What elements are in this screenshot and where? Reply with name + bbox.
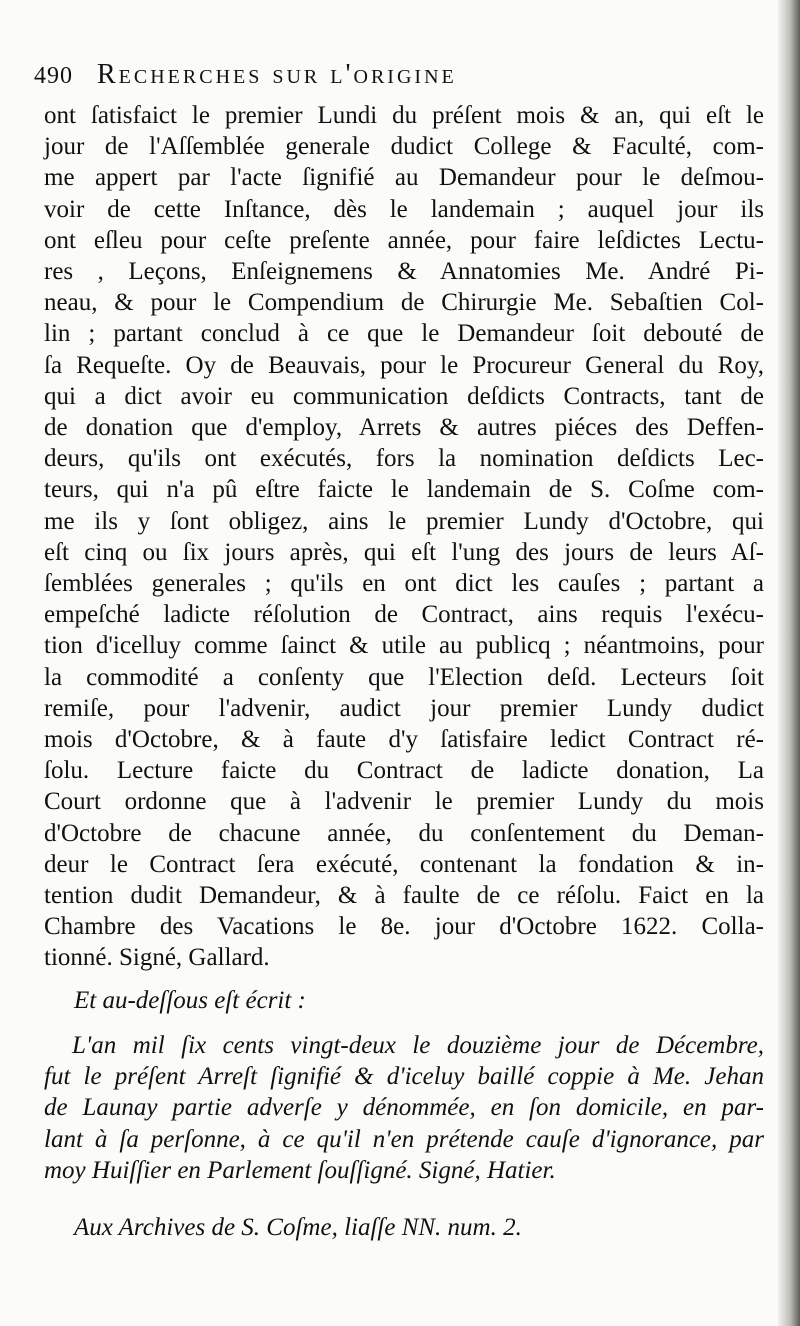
text-line: ſa Requeſte. Oy de Beauvais, pour le Procureur General du Roy, [44,351,764,379]
signification-text [44,1030,764,1186]
text-line: deurs, qu'ils ont exécutés, fors la nomination deſdicts Lec- [44,445,764,473]
text-line: ont eſleu pour ceſte preſente année, pour faire leſdictes Lectu- [44,226,764,254]
text-line: deur le Contract ſera exécuté, contenant la fondation & in- [44,850,764,878]
text-line: de donation que d'employ, Arrets & autres piéces des Deffen- [44,414,764,442]
arrest-text [44,100,764,974]
text-line: Chambre des Vacations le 8e. jour d'Octobre 1622. Colla- [44,913,764,941]
subheading: Et au-deſſous eſt écrit : [74,987,306,1014]
text-line: ſolu. Lecture faicte du Contract de ladicte donation, La [44,757,764,785]
text-line: me ils y ſont obligez, ains le premier Lundy d'Octobre, qui [44,507,764,535]
text-line: qui a dict avoir eu communication deſdicts Contracts, tant de [44,382,764,410]
text-line: res , Leçons, Enſeignemens & Annatomies Me. André Pi- [44,258,764,286]
text-line: eſt cinq ou ſix jours après, qui eſt l'ung des jours de leurs Aſ- [44,538,764,566]
text-line: lin ; partant conclud à ce que le Demandeur ſoit debouté de [44,320,764,348]
text-line: tionné. Signé, Gallard. [44,944,270,972]
archive-source-note: Aux Archives de S. Coſme, liaſſe NN. num. 2. [74,1214,522,1241]
text-line: Court ordonne que à l'advenir le premier Lundy du mois [44,788,764,816]
text-line: d'Octobre de chacune année, du conſentement du Deman- [44,819,764,847]
book-spine-shadow [778,0,800,1326]
text-line: teurs, qui n'a pû eſtre faicte le landemain de S. Coſme com- [44,476,764,504]
text-line: fut le préſent Arreſt ſignifié & d'iceluy baillé coppie à Me. Jehan [44,1063,764,1091]
page-number: 490 [34,63,73,89]
text-line: ſemblées generales ; qu'ils en ont dict les cauſes ; partant a [44,570,764,598]
text-line: empeſché ladicte réſolution de Contract, ains requis l'exécu- [44,601,764,629]
text-line: ont ſatisfaict le premier Lundi du préſent mois & an, qui eſt le [44,102,764,129]
text-line: la commodité a conſenty que l'Election deſd. Lecteurs ſoit [44,663,764,691]
page-header [34,60,774,91]
text-line: me appert par l'acte ſignifié au Demandeur pour le deſmou- [44,164,764,192]
text-line: L'an mil ſix cents vingt-deux le douzième jour de Décembre, [72,1032,764,1059]
text-line: lant à ſa perſonne, à ce qu'il n'en prétende cauſe d'ignorance, par [44,1125,764,1153]
text-line: tion d'icelluy comme ſainct & utile au publicq ; néantmoins, pour [44,632,764,660]
text-line: jour de l'Aſſemblée generale dudict College & Faculté, com- [44,133,764,161]
text-line: remiſe, pour l'advenir, audict jour premier Lundy dudict [44,694,764,722]
text-line: moy Huiſſier en Parlement ſouſſigné. Signé, Hatier. [44,1156,556,1184]
text-line: tention dudit Demandeur, & à faulte de ce réſolu. Faict en la [44,882,764,910]
text-line: de Launay partie adverſe y dénommée, en ſon domicile, en par- [44,1094,764,1122]
text-line: voir de cette Inſtance, dès le landemain ; auquel jour ils [44,195,764,223]
text-line: mois d'Octobre, & à faute d'y ſatisfaire ledict Contract ré- [44,726,764,754]
text-line: neau, & pour le Compendium de Chirurgie Me. Sebaſtien Col- [44,289,764,317]
running-title: Recherches sur l'origine [97,59,457,90]
